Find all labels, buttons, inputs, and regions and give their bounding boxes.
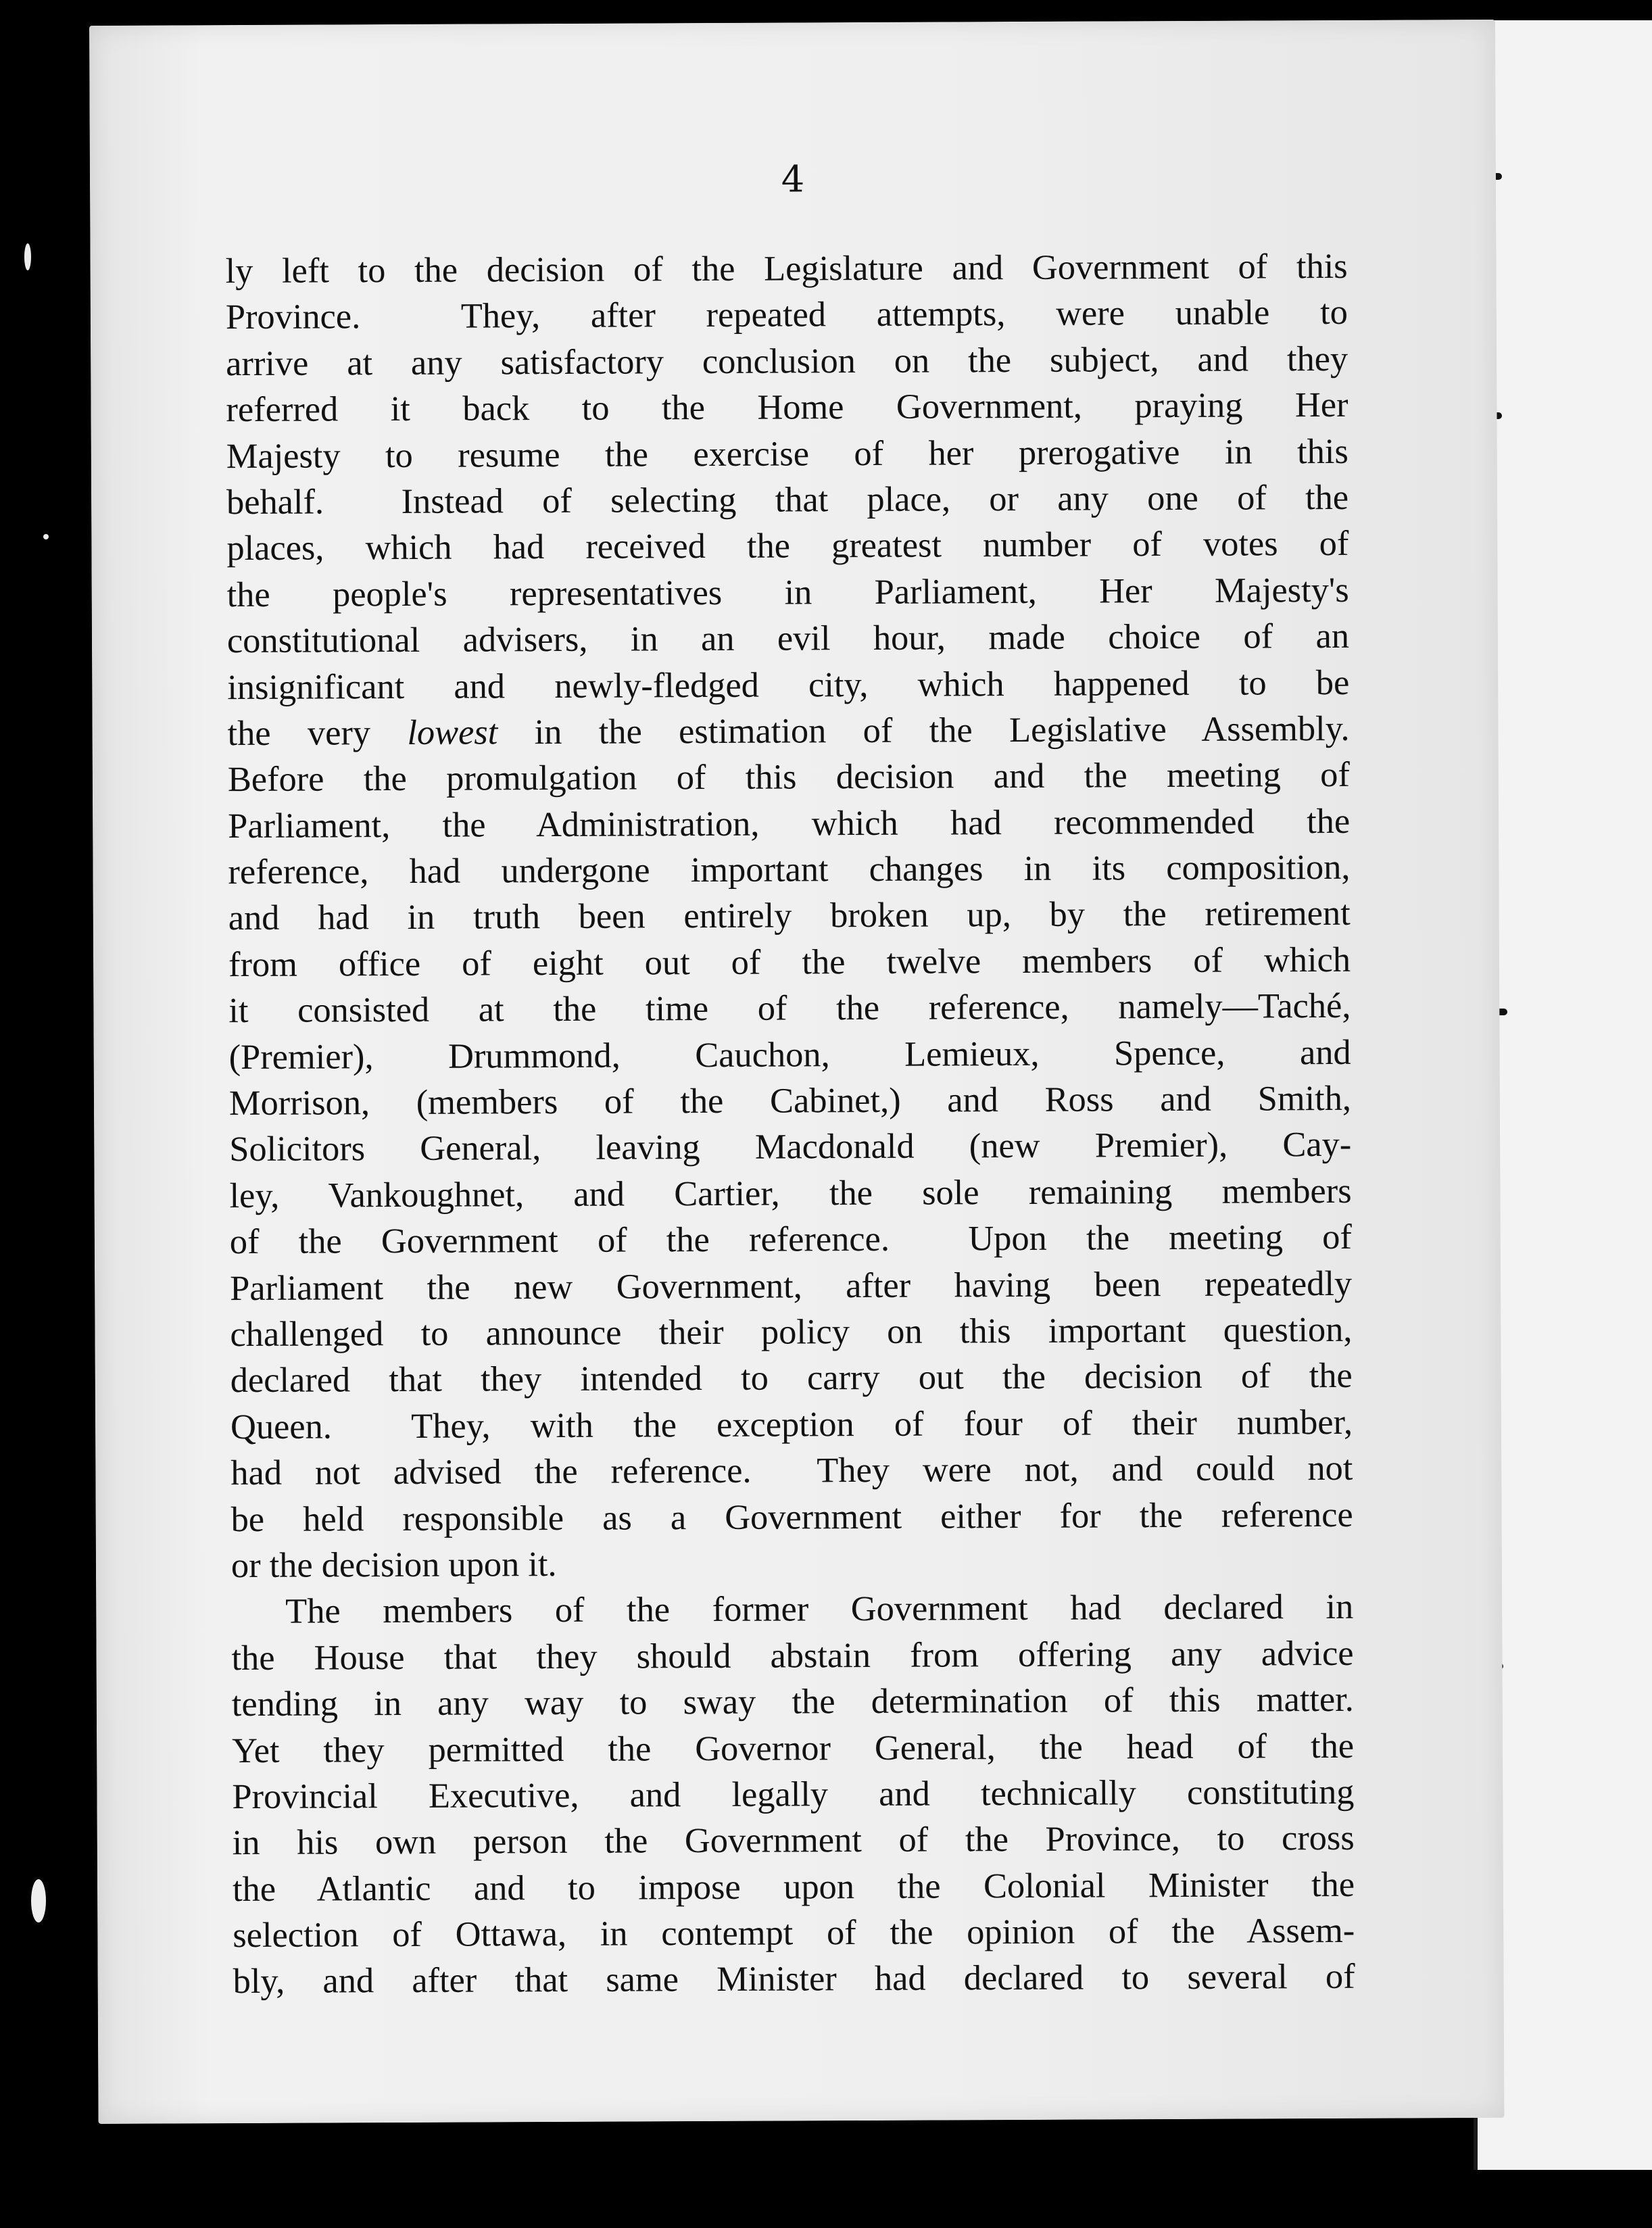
text-line	[230, 1445, 1353, 1497]
text-line	[232, 1769, 1354, 1820]
text-line	[226, 336, 1348, 387]
text-line	[230, 1399, 1353, 1451]
text-line	[227, 567, 1349, 619]
text-line	[227, 706, 1349, 757]
text-segment: the House that they should abstain from offering any advice	[231, 1633, 1354, 1678]
text-segment: Majesty to resume the exercise of her prerogative in this	[226, 431, 1349, 476]
text-line	[228, 798, 1350, 850]
text-segment: from office of eight out of the twelve members of which	[228, 940, 1351, 984]
text-segment: the people's representatives in Parliament, Her Majesty's	[226, 570, 1349, 614]
text-line	[228, 983, 1351, 1034]
text-line	[227, 613, 1349, 664]
text-segment: selection of Ottawa, in contempt of the opinion of the Assem-	[233, 1910, 1355, 1956]
text-segment: Solicitors General, leaving Macdonald (new Premier), Cay-	[229, 1125, 1352, 1169]
text-segment: and had in truth been entirely broken up, by the retirement	[228, 894, 1351, 938]
text-line	[230, 1491, 1353, 1543]
text-line	[228, 890, 1351, 942]
text-segment: in the estimation of the Legislative Assembly.	[497, 708, 1350, 752]
text-segment: Parliament the new Government, after having been repeatedly	[230, 1263, 1353, 1308]
text-segment: The members of the former Government had declared in	[285, 1587, 1354, 1632]
text-line	[233, 1862, 1355, 1913]
text-line	[231, 1538, 1353, 1589]
text-segment: of the Government of the reference. Upon the meeting of	[229, 1217, 1352, 1262]
body-text	[225, 243, 1355, 2005]
book-page	[89, 20, 1505, 2124]
text-segment: be held responsible as a Government either for the reference	[230, 1495, 1353, 1539]
text-line	[231, 1630, 1353, 1682]
text-line	[232, 1676, 1354, 1728]
text-line	[228, 752, 1350, 803]
text-segment: Morrison, (members of the Cabinet,) and Ross and Smith,	[228, 1078, 1352, 1123]
text-line	[225, 243, 1347, 295]
text-segment: reference, had undergone important changes in its composition,	[228, 847, 1351, 892]
text-line	[231, 1584, 1353, 1635]
text-segment: had not advised the reference. They were not, and could not	[230, 1449, 1353, 1493]
text-segment: challenged to announce their policy on this important question,	[230, 1309, 1353, 1355]
text-line	[230, 1260, 1352, 1311]
text-segment: referred it back to the Home Government, praying Her	[226, 385, 1349, 430]
text-segment: constitutional advisers, in an evil hour, made choice of an	[226, 616, 1350, 661]
text-segment: the Atlantic and to impose upon the Colonial Minister the	[232, 1864, 1355, 1909]
text-line	[228, 937, 1351, 988]
scan-speck	[43, 534, 49, 539]
text-segment: in his own person the Government of the Province, to cross	[232, 1818, 1355, 1863]
text-segment: Before the promulgation of this decision and the meeting of	[227, 755, 1350, 800]
text-line	[233, 1954, 1355, 2005]
text-line	[227, 659, 1349, 710]
text-line	[230, 1214, 1352, 1265]
text-segment: ley, Vankoughnet, and Cartier, the sole remaining members	[229, 1171, 1352, 1215]
text-line	[226, 428, 1349, 479]
text-line	[233, 1815, 1355, 1866]
text-segment: Parliament, the Administration, which had recommended the	[228, 801, 1351, 846]
text-segment: bly, and after that same Minister had declared to several of	[233, 1957, 1355, 2002]
text-line	[226, 289, 1348, 341]
text-segment: declared that they intended to carry out the decision of the	[230, 1356, 1353, 1401]
text-line	[229, 1168, 1351, 1219]
text-segment: places, which had received the greatest number of votes of	[226, 524, 1349, 568]
text-line	[230, 1307, 1352, 1358]
text-line	[226, 520, 1349, 572]
text-line	[226, 475, 1349, 526]
text-line	[229, 1075, 1351, 1127]
text-segment: behalf. Instead of selecting that place, or any one of the	[226, 477, 1349, 523]
text-segment: Queen. They, with the exception of four of their number,	[230, 1402, 1353, 1447]
text-segment: arrive at any satisfactory conclusion on the subject, and they	[226, 339, 1349, 383]
text-segment: Yet they permitted the Governor General, the head of the	[232, 1726, 1355, 1770]
text-line	[232, 1722, 1354, 1774]
text-line	[228, 844, 1350, 896]
text-line	[229, 1121, 1351, 1173]
text-segment: (Premier), Drummond, Cauchon, Lemieux, Spence, and	[228, 1032, 1351, 1077]
text-line	[230, 1353, 1353, 1404]
text-segment: ly left to the decision of the Legislature and Government of this	[225, 246, 1348, 291]
text-segment: tending in any way to sway the determination of this matter.	[231, 1679, 1354, 1724]
text-segment: Provincial Executive, and legally and technically constituting	[232, 1772, 1355, 1816]
italic-word: lowest	[407, 712, 498, 752]
text-line	[226, 382, 1348, 433]
page-number: 4	[781, 158, 805, 201]
text-line	[233, 1908, 1355, 1959]
text-segment: the very	[227, 712, 408, 754]
text-segment: or the decision upon it.	[230, 1544, 557, 1586]
text-segment: Province. They, after repeated attempts, were unable to	[225, 293, 1348, 337]
scan-speck	[24, 243, 31, 270]
text-segment: insignificant and newly-fledged city, which happened to be	[227, 662, 1350, 707]
scan-speck	[31, 1879, 46, 1922]
text-segment: it consisted at the time of the reference, namely—Taché,	[228, 986, 1351, 1031]
text-line	[229, 1030, 1351, 1081]
